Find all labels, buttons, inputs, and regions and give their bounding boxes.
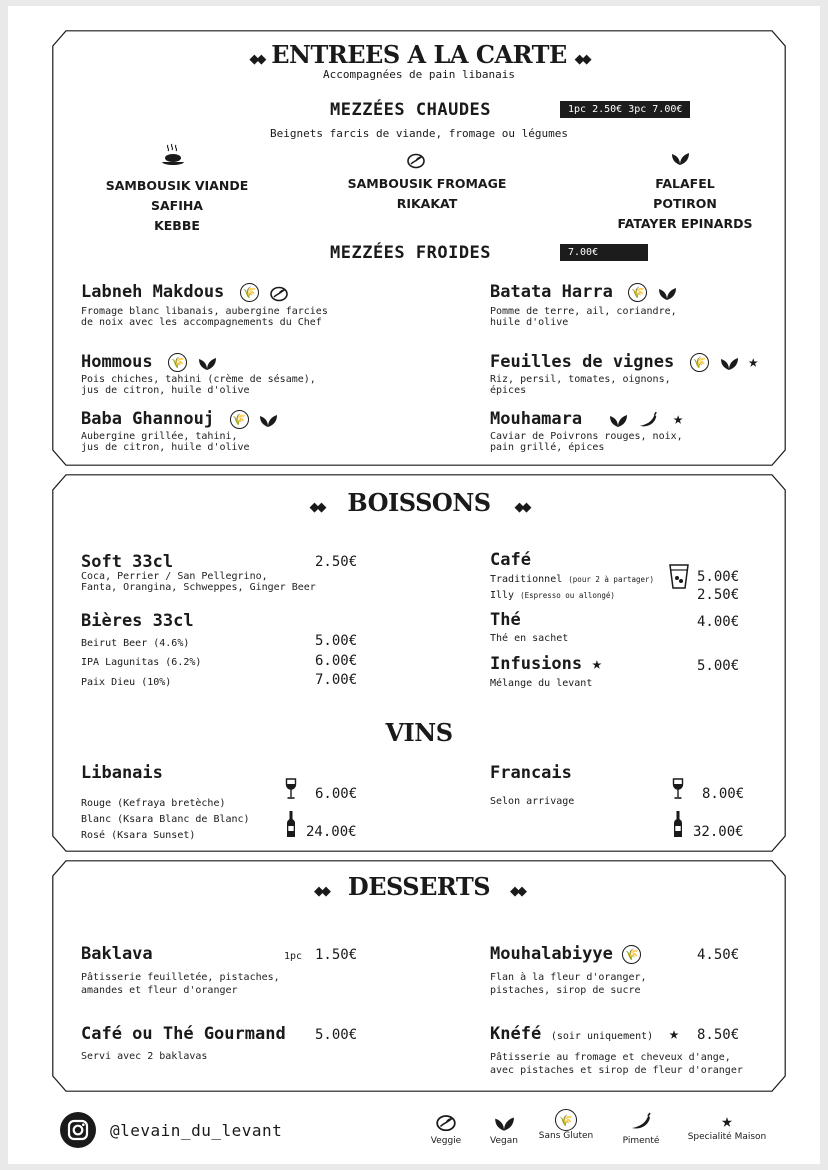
instagram-handle[interactable]: @levain_du_levant [110,1121,283,1140]
item-desc-line: Coca, Perrier / San Pellegrino, [81,571,268,582]
knefe-desc [490,1051,743,1077]
diamond-ornament-icon: ◆◆ [509,884,524,899]
star-icon: ★ [673,409,684,429]
francais-desc: Selon arrivage [490,796,575,807]
mezze-column-3 [600,174,770,234]
biere-row-price: 5.00€ [315,633,358,649]
menu-item-feuilles [490,352,758,396]
knefe-row [490,1024,679,1044]
the-desc: Thé en sachet [490,633,569,644]
francais-glass-price: 8.00€ [702,786,745,802]
cafe-row-label: Illy [490,590,515,601]
vegan-icon [670,150,690,170]
steam-dish-icon [160,143,186,173]
item-name: Labneh Makdous [81,282,225,302]
item-name: Batata Harra [490,282,613,302]
vegan-icon [258,412,278,428]
vegan-icon [197,355,217,371]
menu-item-labneh [81,282,328,328]
item-desc-line: amandes et fleur d'oranger [81,985,238,996]
item-desc-line: Caviar de Poivrons rouges, noix, [490,431,683,442]
item-desc [490,374,758,396]
mezze-item: FALAFEL [655,176,715,191]
legend-specialite [672,1110,782,1142]
francais-bottle-price: 32.00€ [693,824,744,840]
knefe-price: 8.50€ [697,1027,740,1043]
libanais-name: Libanais [81,763,163,783]
cafe-row-label: Traditionnel [490,574,563,585]
diamond-ornament-icon: ◆◆ [249,52,264,67]
item-desc-line: épices [490,385,527,396]
boissons-title: BOISSONS [347,488,491,517]
mouhalabiyye-row [490,944,641,964]
soft-price: 2.50€ [315,554,358,570]
mezze-item: RIKAKAT [396,196,458,211]
mezze-column-2 [342,174,512,214]
libanais-glass-price: 6.00€ [315,786,358,802]
gluten-free-icon: 🌾 [690,353,709,372]
wine-bottle-icon [673,810,683,842]
biere-row-label: Paix Dieu (10%) [81,677,172,688]
mezzees-froides-price: 7.00€ [560,244,648,261]
mezzees-chaudes-price: 1pc 2.50€ 3pc 7.00€ [560,101,690,118]
entrees-panel [52,30,786,466]
item-desc-line: Aubergine grillée, tahini, [81,431,238,442]
cafe-row-price: 5.00€ [697,569,740,585]
star-icon: ★ [668,1024,680,1044]
entrees-title: ENTREES A LA CARTE [271,40,567,69]
item-name: Hommous [81,352,153,372]
desserts-title: DESSERTS [347,872,491,901]
item-desc-line: Pâtisserie au fromage et cheveux d'ange, [490,1052,731,1063]
legend-label: Sans Gluten [538,1131,594,1141]
wine-row: Rosé (Ksara Sunset) [81,830,196,841]
desserts-title-row [52,872,786,901]
the-price: 4.00€ [697,614,740,630]
item-desc-line: de noix avec les accompagnements du Chef [81,317,322,328]
item-desc-line: Pomme de terre, ail, coriandre, [490,306,677,317]
entrees-subtitle: Accompagnées de pain libanais [322,68,516,81]
menu-item-baba [81,409,278,453]
knefe-note: (soir uniquement) [550,1031,654,1042]
gluten-free-icon: 🌾 [555,1109,577,1131]
vins-title: VINS [385,718,453,747]
vegan-icon [719,355,739,371]
legend-label: Vegan [490,1136,518,1146]
boissons-panel [52,474,786,852]
soft-name: Soft 33cl [81,552,174,572]
gourmand-price: 5.00€ [315,1027,358,1043]
diamond-ornament-icon: ◆◆ [314,884,329,899]
mouhalabiyye-name: Mouhalabiyye [490,944,613,964]
item-desc-line: jus de citron, huile d'olive [81,385,250,396]
tea-cup-icon [668,562,690,594]
item-desc-line: Riz, persil, tomates, oignons, [490,374,671,385]
mezze-item: SAMBOUSIK FROMAGE [347,176,507,191]
item-desc-line: Pâtisserie feuilletée, pistaches, [81,972,280,983]
legend-chili [616,1110,666,1146]
vegan-icon [608,412,628,428]
wine-glass-icon [672,778,684,804]
item-desc-line: huile d'olive [490,317,569,328]
bieres-name: Bières 33cl [81,611,194,631]
mezzees-chaudes-title: MEZZÉES CHAUDES [330,100,492,120]
mezze-column-1 [97,176,257,236]
legend-label: Specialité Maison [687,1132,767,1142]
menu-item-batata [490,282,677,328]
cafe-row [490,574,654,585]
veggie-icon [269,284,289,302]
diamond-ornament-icon: ◆◆ [574,52,589,67]
item-desc-line: Fanta, Orangina, Schweppes, Ginger Beer [81,582,316,593]
cafe-name: Café [490,550,531,570]
vegan-icon [657,285,677,301]
libanais-bottle-price: 24.00€ [306,824,357,840]
the-name: Thé [490,610,521,630]
item-desc-line: Flan à la fleur d'oranger, [490,972,647,983]
wine-glass-icon [285,778,297,804]
infusions-price: 5.00€ [697,658,740,674]
baklava-price: 1.50€ [315,947,358,963]
biere-row-label: Beirut Beer (4.6%) [81,638,190,649]
mouhalabiyye-desc [490,971,647,997]
mezzees-chaudes-desc: Beignets farcis de viande, fromage ou légumes [269,127,568,140]
mezzees-froides-title: MEZZÉES FROIDES [330,243,492,263]
mezze-item: SAFIHA [150,198,203,213]
biere-row-price: 7.00€ [315,672,358,688]
item-desc-line: avec pistaches et sirop de fleur d'oranger [490,1065,743,1076]
mezze-item: FATAYER EPINARDS [617,216,753,231]
item-desc-line: pistaches, sirop de sucre [490,985,641,996]
veggie-icon [406,151,426,173]
mouhalabiyye-price: 4.50€ [697,947,740,963]
legend-gluten-free [534,1109,598,1141]
diamond-ornament-icon: ◆◆ [514,500,529,515]
gourmand-desc: Servi avec 2 baklavas [81,1051,208,1062]
item-desc-line: pain grillé, épices [490,442,605,453]
item-desc [81,431,278,453]
item-name: Feuilles de vignes [490,352,675,372]
gluten-free-icon: 🌾 [168,353,187,372]
biere-row-label: IPA Lagunitas (6.2%) [81,657,202,668]
libanais-list [81,796,250,844]
item-desc-line: jus de citron, huile d'olive [81,442,250,453]
knefe-name: Knéfé [490,1024,542,1044]
cafe-row [490,590,615,601]
vegan-icon [484,1114,524,1136]
gluten-free-icon: 🌾 [622,945,641,964]
boissons-title-row [52,488,786,517]
item-desc [81,374,316,396]
legend-veggie [426,1112,466,1146]
mezze-item: SAMBOUSIK VIANDE [105,178,249,193]
gluten-free-icon: 🌾 [230,410,249,429]
item-name: Mouhamara [490,409,583,429]
menu-item-hommous [81,352,316,396]
infusions-row [490,654,602,674]
gourmand-name: Café ou Thé Gourmand [81,1024,286,1044]
star-icon: ★ [721,1110,733,1132]
star-icon: ★ [748,352,759,372]
wine-row: Blanc (Ksara Blanc de Blanc) [81,814,250,825]
legend-label: Veggie [430,1136,462,1146]
soft-desc [81,571,316,593]
item-desc-line: Pois chiches, tahini (crème de sésame), [81,374,316,385]
mezze-item: POTIRON [653,196,717,211]
wine-row: Rouge (Kefraya bretèche) [81,798,226,809]
cafe-row-note: (pour 2 à partager) [568,575,655,584]
item-desc [490,306,677,328]
biere-row-price: 6.00€ [315,653,358,669]
cafe-row-price: 2.50€ [697,587,740,603]
item-desc [81,306,328,328]
infusions-name: Infusions [490,654,583,674]
chili-icon [637,411,659,428]
baklava-desc [81,971,280,997]
desserts-panel [52,860,786,1092]
instagram-icon[interactable] [60,1112,96,1148]
legend-vegan [484,1114,524,1146]
gluten-free-icon: 🌾 [240,283,259,302]
item-desc [490,431,683,453]
diamond-ornament-icon: ◆◆ [309,500,324,515]
mezze-item: KEBBE [154,218,200,233]
item-name: Baba Ghannouj [81,409,215,429]
menu-page [8,6,820,1164]
star-icon: ★ [591,654,603,674]
wine-bottle-icon [286,810,296,842]
baklava-name: Baklava [81,944,153,964]
item-desc-line: Fromage blanc libanais, aubergine farcies [81,306,328,317]
legend-label: Pimenté [622,1136,660,1146]
cafe-row-note: (Espresso ou allongé) [520,591,615,600]
entrees-title-row [52,40,786,69]
veggie-icon [426,1112,466,1136]
chili-icon [616,1110,666,1136]
gluten-free-icon: 🌾 [628,283,647,302]
menu-item-mouhamara [490,409,683,453]
baklava-unit: 1pc [284,951,303,962]
francais-name: Francais [490,763,572,783]
infusions-desc: Mélange du levant [490,678,593,689]
